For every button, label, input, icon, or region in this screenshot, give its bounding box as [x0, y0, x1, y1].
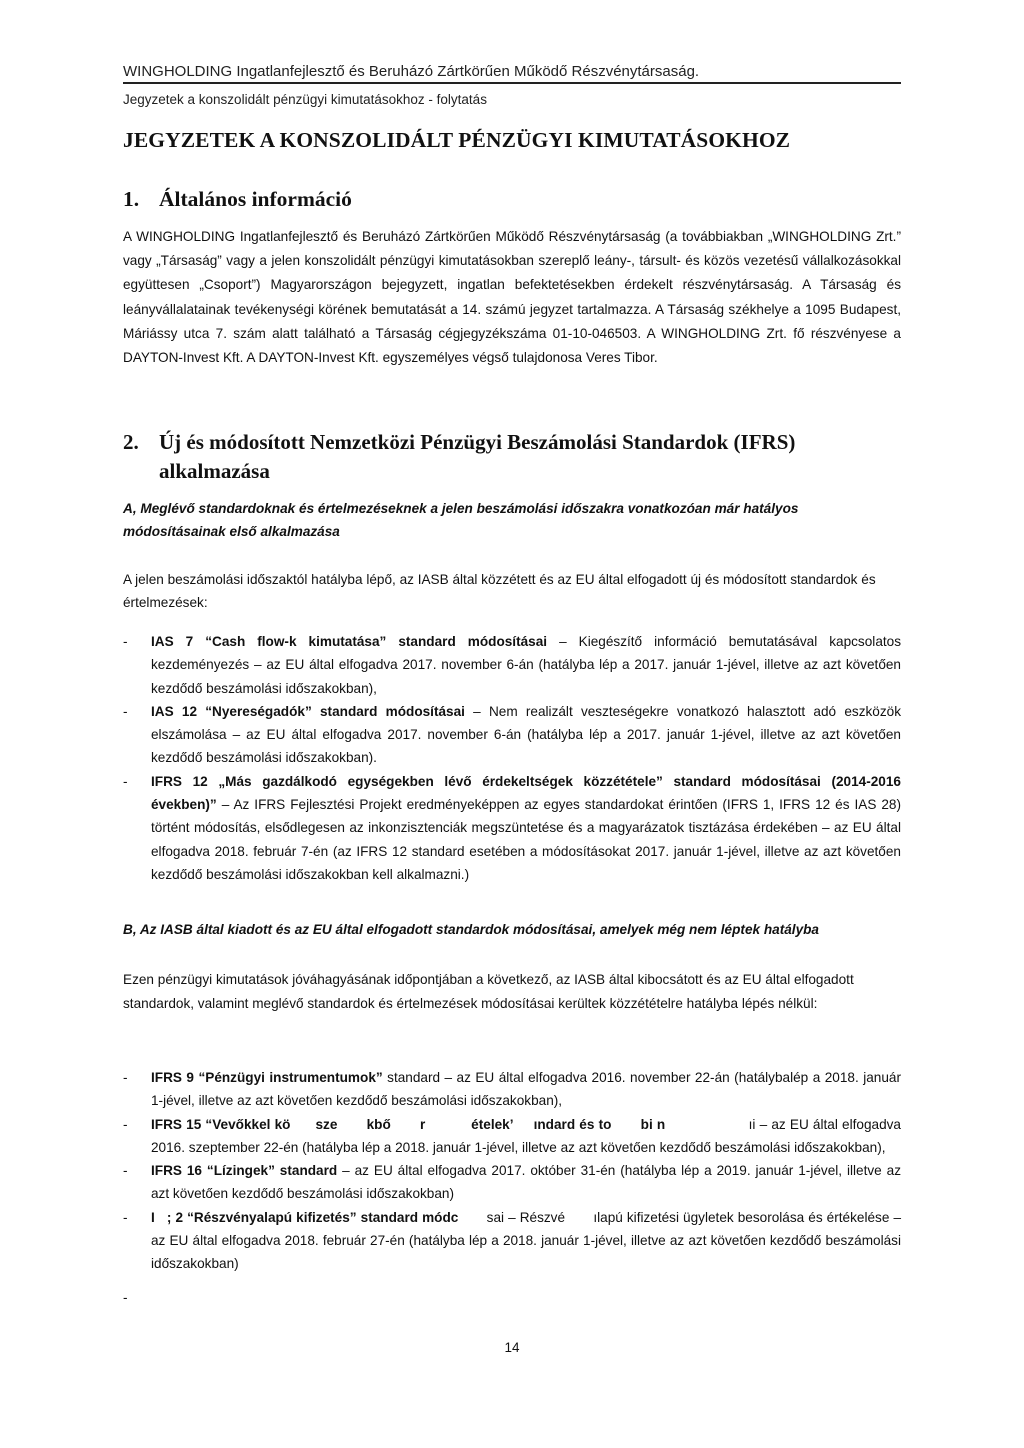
list-dash: -	[123, 634, 128, 649]
subsection-a-list	[123, 630, 901, 886]
section-1-paragraph: A WINGHOLDING Ingatlanfejlesztő és Beruházó Zártkörűen Működő Részvénytársaság (a továbbiakban „WINGHOLDING Zrt.” vagy „Társaság” vagy a jelen konszolidált pénzügyi kimutatásokban szereplő leány-, társult- és közös vezetésű vállalkozásokkal együttesen „Csoport”) Magyarországon bejegyzett, ingatlan befektetésekben érdekelt részvénytársaság. A Társaság és leányvállalatainak tevékenységi körének bemutatását a 14. számú jegyzet tartalmazza. A Társaság székhelye a 1095 Budapest, Máriássy utca 7. szám alatt található a Társaság cégjegyzékszáma 01-10-046503. A WINGHOLDING Zrt. fő részvényese a DAYTON-Invest Kft. A DAYTON-Invest Kft. egyszemélyes végső tulajdonosa Veres Tibor.	[123, 229, 901, 366]
section-2-heading	[123, 428, 901, 486]
list-item	[123, 1159, 901, 1206]
list-item	[123, 700, 901, 770]
running-header-subtitle: Jegyzetek a konszolidált pénzügyi kimutatásokhoz - folytatás	[123, 92, 487, 107]
standard-description: standard – az EU által elfogadva 2016. november 22-án (hatálybalép a 2018. január 1-jével, illetve az azt követően kezdődő beszámolási időszakokban),	[151, 1070, 901, 1109]
section-2-title: Új és módosított Nemzetközi Pénzügyi Beszámolási Standardok (IFRS) alkalmazása	[159, 430, 796, 483]
section-1-title: Általános információ	[159, 187, 352, 211]
standard-name: IAS 12 “Nyereségadók” standard módosításai	[151, 703, 465, 719]
section-1-number: 1.	[123, 187, 140, 211]
list-item	[123, 770, 901, 886]
subsection-b-heading: B, Az IASB által kiadott és az EU által elfogadott standardok módosításai, amelyek még nem léptek hatályba	[123, 922, 819, 937]
standard-name: I ; 2 “Részvényalapú kifizetés” standard módc	[151, 1209, 459, 1225]
standard-name: IFRS 12 „Más gazdálkodó egységekben lévő érdekeltségek közzététele” standard módosításai (2014-2016 években)”	[151, 773, 901, 813]
standard-description: ıi – az EU által elfogadva 2016. szeptember 22-én (hatályba lép a 2018. január 1-jével, illetve az azt követően kezdődő beszámolási időszakokban),	[151, 1116, 905, 1155]
standard-description: sai – Részvé ılapú kifizetési ügyletek besorolása és értékelése – az EU által elfogadva 2018. február 27-én (hatályba lép a 2018. január 1-jével, illetve az azt követően kezdődő beszámolási időszakokban)	[151, 1209, 905, 1272]
list-dash: -	[123, 1209, 128, 1225]
list-dash: -	[123, 1070, 128, 1085]
subsection-b-list	[123, 1066, 905, 1309]
standard-description: – Nem realizált veszteségekre vonatkozó halasztott adó eszközök elszámolása – az EU által elfogadva 2017. november 6-án (hatályba lép a 2017. január 1-jével, illetve az azt követően kezdődő beszámolási időszakokban).	[151, 703, 902, 766]
standard-description: – Az IFRS Fejlesztési Projekt eredményeképpen az egyes standardokat érintően (IFRS 1, IFRS 12 és IAS 28) történt módosítás, elsődlegesen az inkonzisztenciák megszüntetése és a magyarázatok tisztázása érdekében – az EU által elfogadva 2018. február 7-én (az IFRS 12 standard esetében a módosításokat 2017. január 1-jével, illetve az azt követően kezdődő beszámolási időszakokban kell alkalmazni.)	[151, 797, 901, 882]
list-item	[123, 1286, 901, 1309]
header-rule	[123, 82, 901, 84]
standard-name: IFRS 16 “Lízingek” standard	[151, 1163, 338, 1179]
standard-name: IAS 7 “Cash flow-k kimutatása” standard módosításai	[151, 634, 548, 649]
section-1-heading	[123, 187, 352, 212]
subsection-b-intro: Ezen pénzügyi kimutatások jóváhagyásának időpontjában a következő, az IASB által kibocsátott és az EU által elfogadott standardok, valamint meglévő standardok és értelmezések módosításai kerültek közzétételre hatályba lépés nélkül:	[123, 972, 854, 1011]
list-item	[123, 1206, 905, 1276]
standard-description: – az EU által elfogadva 2017. október 31-én (hatályba lép a 2019. január 1-jével, illetve az azt követően kezdődő beszámolási időszakokban)	[151, 1163, 901, 1202]
list-dash: -	[123, 1289, 128, 1305]
standard-name: IFRS 15 “Vevőkkel kö sze kbő r ételek’ ındard és to bi n	[151, 1116, 666, 1132]
list-item	[123, 630, 901, 700]
list-dash: -	[123, 1163, 128, 1179]
list-item	[123, 1066, 901, 1113]
standard-name: IFRS 9 “Pénzügyi instrumentumok”	[151, 1070, 383, 1085]
list-item	[123, 1113, 905, 1160]
list-dash: -	[123, 773, 128, 789]
page-title: JEGYZETEK A KONSZOLIDÁLT PÉNZÜGYI KIMUTATÁSOKHOZ	[123, 128, 791, 152]
subsection-a-heading: A, Meglévő standardoknak és értelmezéseknek a jelen beszámolási időszakra vonatkozóan már hatályos módosításainak első alkalmazása	[123, 501, 799, 539]
section-2-number: 2.	[123, 430, 139, 454]
running-header-company: WINGHOLDING Ingatlanfejlesztő és Beruházó Zártkörűen Működő Részvénytársaság.	[123, 63, 700, 80]
subsection-a-intro: A jelen beszámolási időszaktól hatályba lépő, az IASB által közzétett és az EU által elfogadott új és módosított standardok és értelmezések:	[123, 572, 876, 610]
list-dash: -	[123, 703, 128, 719]
list-dash: -	[123, 1116, 128, 1132]
standard-description: – Kiegészítő információ bemutatásával kapcsolatos kezdeményezés – az EU által elfogadva 2017. november 6-án (hatályba lép a 2017. január 1-jével, illetve az azt követően kezdődő beszámolási időszakokban),	[151, 634, 902, 696]
page-number: 14	[504, 1340, 520, 1355]
